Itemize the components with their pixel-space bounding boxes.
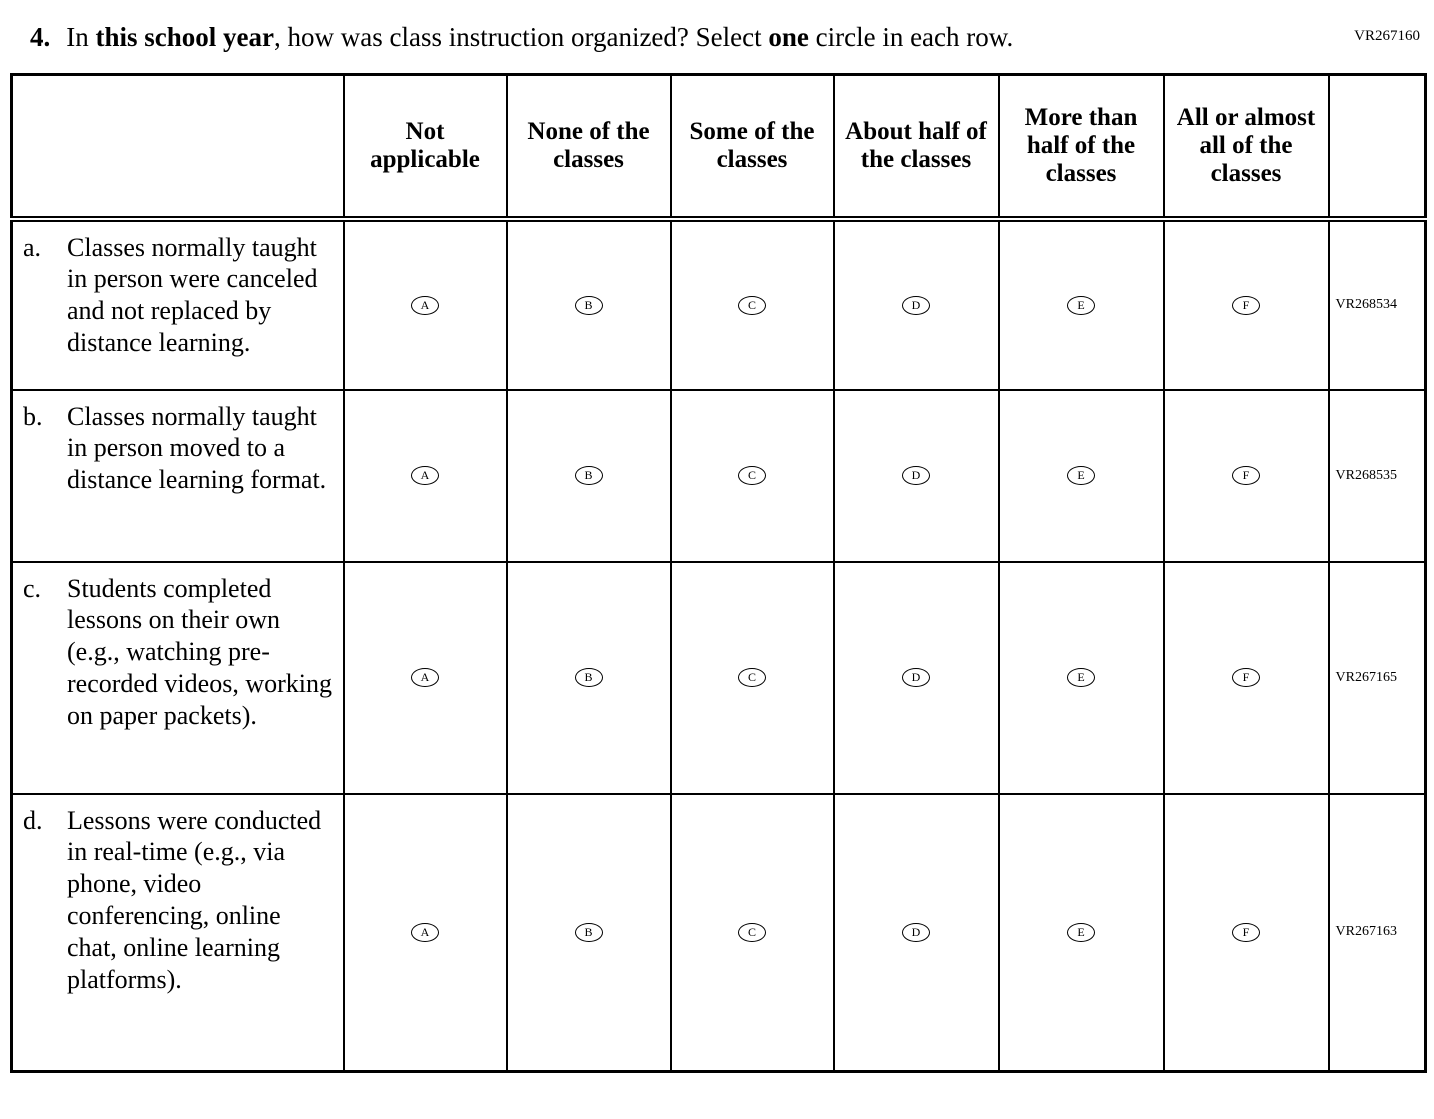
row-code: VR267165 [1329,562,1426,794]
option-bubble-a[interactable]: A [411,923,439,942]
option-bubble-f[interactable]: F [1232,296,1260,315]
option-cell [834,562,999,794]
option-bubble-b[interactable]: B [575,668,603,687]
col-header-all: All or almost all of the classes [1164,75,1329,219]
option-bubble-c[interactable]: C [738,466,766,485]
row-letter: b. [23,401,43,431]
option-cell [507,219,671,390]
option-cell [671,562,834,794]
row-code: VR267163 [1329,794,1426,1072]
row-code: VR268535 [1329,390,1426,562]
table-row-b [12,390,1426,562]
option-cell [1164,219,1329,390]
option-bubble-c[interactable]: C [738,923,766,942]
option-cell [999,219,1164,390]
option-cell [507,794,671,1072]
row-text: Classes normally taught in person moved to a distance learning format. [67,401,327,495]
question-text [30,22,1330,53]
option-bubble-a[interactable]: A [411,466,439,485]
question-part-3: circle in each row. [808,22,1014,52]
col-header-code-blank [1329,75,1426,219]
option-bubble-a[interactable]: A [411,296,439,315]
option-bubble-d[interactable]: D [902,466,930,485]
option-bubble-b[interactable]: B [575,296,603,315]
option-bubble-f[interactable]: F [1232,466,1260,485]
header-row [12,75,1426,219]
col-header-more-than-half: More than half of the classes [999,75,1164,219]
col-header-about-half: About half of the classes [834,75,999,219]
option-cell [1164,794,1329,1072]
row-letter: d. [23,805,43,835]
question-part-1: In [66,22,96,52]
row-label-cell [12,562,344,794]
question-bold-1: this school year [95,22,274,52]
row-code: VR268534 [1329,219,1426,390]
option-bubble-a[interactable]: A [411,668,439,687]
col-header-some: Some of the classes [671,75,834,219]
row-text: Students completed lessons on their own (e.g., watching pre-recorded videos, working on paper packets). [67,573,332,731]
option-bubble-f[interactable]: F [1232,923,1260,942]
row-text: Lessons were conducted in real-time (e.g., via phone, video conferencing, online chat, online learning platforms). [67,805,322,995]
option-cell [999,562,1164,794]
option-cell [344,219,507,390]
option-cell [834,219,999,390]
option-bubble-d[interactable]: D [902,668,930,687]
option-cell [344,390,507,562]
option-cell [834,794,999,1072]
row-label-cell [12,219,344,390]
col-header-blank [12,75,344,219]
row-letter: c. [23,573,42,603]
col-header-not-applicable: Not applicable [344,75,507,219]
option-bubble-c[interactable]: C [738,296,766,315]
table-row-d [12,794,1426,1072]
option-cell [834,390,999,562]
question-bold-2: one [768,22,809,52]
response-grid [10,73,1427,1073]
option-bubble-b[interactable]: B [575,923,603,942]
option-cell [671,390,834,562]
option-bubble-e[interactable]: E [1067,466,1095,485]
option-bubble-e[interactable]: E [1067,668,1095,687]
option-cell [671,219,834,390]
question-part-2: , how was class instruction organized? Select [274,22,769,52]
table-row-a [12,219,1426,390]
option-bubble-d[interactable]: D [902,923,930,942]
option-cell [1164,562,1329,794]
option-cell [507,390,671,562]
question-number: 4. [30,22,51,52]
option-bubble-d[interactable]: D [902,296,930,315]
option-bubble-c[interactable]: C [738,668,766,687]
row-label-cell [12,794,344,1072]
option-bubble-b[interactable]: B [575,466,603,485]
option-cell [999,794,1164,1072]
table-row-c [12,562,1426,794]
option-bubble-f[interactable]: F [1232,668,1260,687]
col-header-none: None of the classes [507,75,671,219]
option-cell [999,390,1164,562]
option-cell [671,794,834,1072]
option-bubble-e[interactable]: E [1067,296,1095,315]
row-label-cell [12,390,344,562]
option-cell [344,794,507,1072]
form-code: VR267160 [1354,28,1420,44]
option-cell [1164,390,1329,562]
option-bubble-e[interactable]: E [1067,923,1095,942]
row-letter: a. [23,232,42,262]
option-cell [507,562,671,794]
row-text: Classes normally taught in person were canceled and not replaced by distance learning. [67,232,318,358]
option-cell [344,562,507,794]
